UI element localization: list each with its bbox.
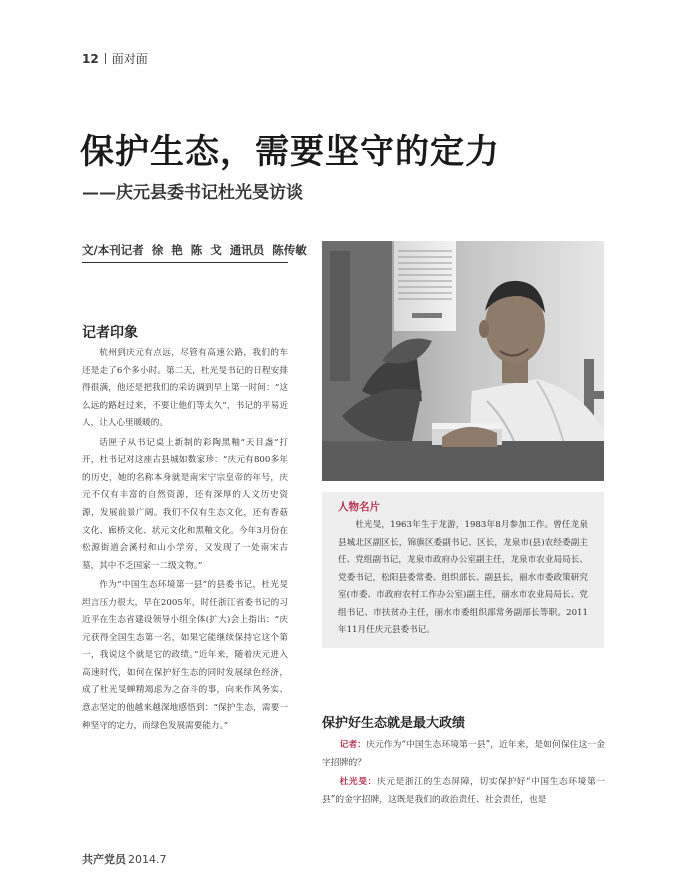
portrait-illustration <box>322 241 604 481</box>
profile-text: 杜光旻，1963年生于龙游，1983年8月参加工作。曾任龙泉县城北区副区长，锦旗区委副书记、区长，龙泉市(县)农经委副主任、党组副书记，龙泉市政府办公室副主任，龙泉市农业局局长、党委书记，松阳县委常委、组织部长、副县长，丽水市委政策研究室(市委、市政府农村工作办公室)副主任，丽水市农业局局长、党组书记、市扶贫办主任，丽水市委组织部常务副部长等职。2011年11月任庆元县委书记。 <box>338 520 588 635</box>
magazine-name: 共产党员 <box>82 853 126 866</box>
question-speaker: 记者： <box>339 740 367 750</box>
issue-number: 2014.7 <box>128 853 167 866</box>
impression-paragraph: 作为“中国生态环境第一县”的县委书记，杜光旻坦言压力很大，早在2005年，时任浙江省委书记的习近平在生态省建设领导小组全体(扩大)会上指出：“庆元获得全国生态第一名，如果它能继续保持它这个第一，我说这个就是它的政绩。”近年来，随着庆元进入高速时代，如何在保护好生态的同时发展绿色经济，成了杜光旻蝉精竭虑为之奋斗的事，向来作风务实、意志坚定的他越来越深地感悟到：“保护生态，需要一种坚守的定力，而绿色发展需要能力。” <box>82 579 288 731</box>
byline-rule <box>82 262 288 263</box>
interview-heading: 保护好生态就是最大政绩 <box>322 716 466 731</box>
impression-paragraph: 杭州到庆元有点远，尽管有高速公路，我们的车还是走了6个多小时。第二天，杜光旻书记的日程安排得很满，他还是把我们的采访调到早上第一时间：“这么远的路赶过来，不要让他们等太久”，书记的平易近人，让人心里暖暖的。 <box>82 348 288 429</box>
page-header <box>82 50 148 67</box>
answer-text: 庆元是浙江的生态屏障，切实保护好“中国生态环境第一县”的金字招牌，这既是我们的政治责任、社会责任，也是 <box>322 777 605 805</box>
article-title: 保护生态，需要坚守的定力 <box>80 132 500 172</box>
header-divider <box>105 53 106 64</box>
answer-paragraph <box>322 774 605 809</box>
page-number: 12 <box>82 52 99 66</box>
interview-photo <box>322 241 604 481</box>
section-name: 面对面 <box>111 52 148 66</box>
impression-body <box>82 345 288 737</box>
profile-label: 人物名片 <box>338 501 380 513</box>
byline: 文/本刊记者 徐 艳 陈 戈 通讯员 陈传敏 <box>82 243 307 257</box>
question-paragraph <box>322 737 605 772</box>
article-subtitle: ——庆元县委书记杜光旻访谈 <box>82 183 303 203</box>
page-footer <box>82 851 167 867</box>
question-text: 庆元作为“中国生态环境第一县”，近年来，是如何保住这一金字招牌的？ <box>322 740 605 768</box>
answer-speaker: 杜光旻： <box>339 777 377 787</box>
impression-paragraph: 话匣子从书记桌上新制的彩陶黑釉“天目盏”打开，杜书记对这座古县城如数家珍：“庆元有800多年的历史，她的名称本身就是南宋宁宗皇帝的年号，庆元不仅有丰富的自然资源，还有深厚的人文历史资源，发展前景广阔。我们不仅有生态文化，还有香菇文化、廊桥文化、状元文化和黑釉文化。今年3月份在松源街道会溪村和山小学旁，又发现了一处南宋古墓，其中不乏国家一二级文物。” <box>82 437 288 571</box>
profile-box <box>322 492 604 648</box>
impression-heading: 记者印象 <box>82 325 138 341</box>
